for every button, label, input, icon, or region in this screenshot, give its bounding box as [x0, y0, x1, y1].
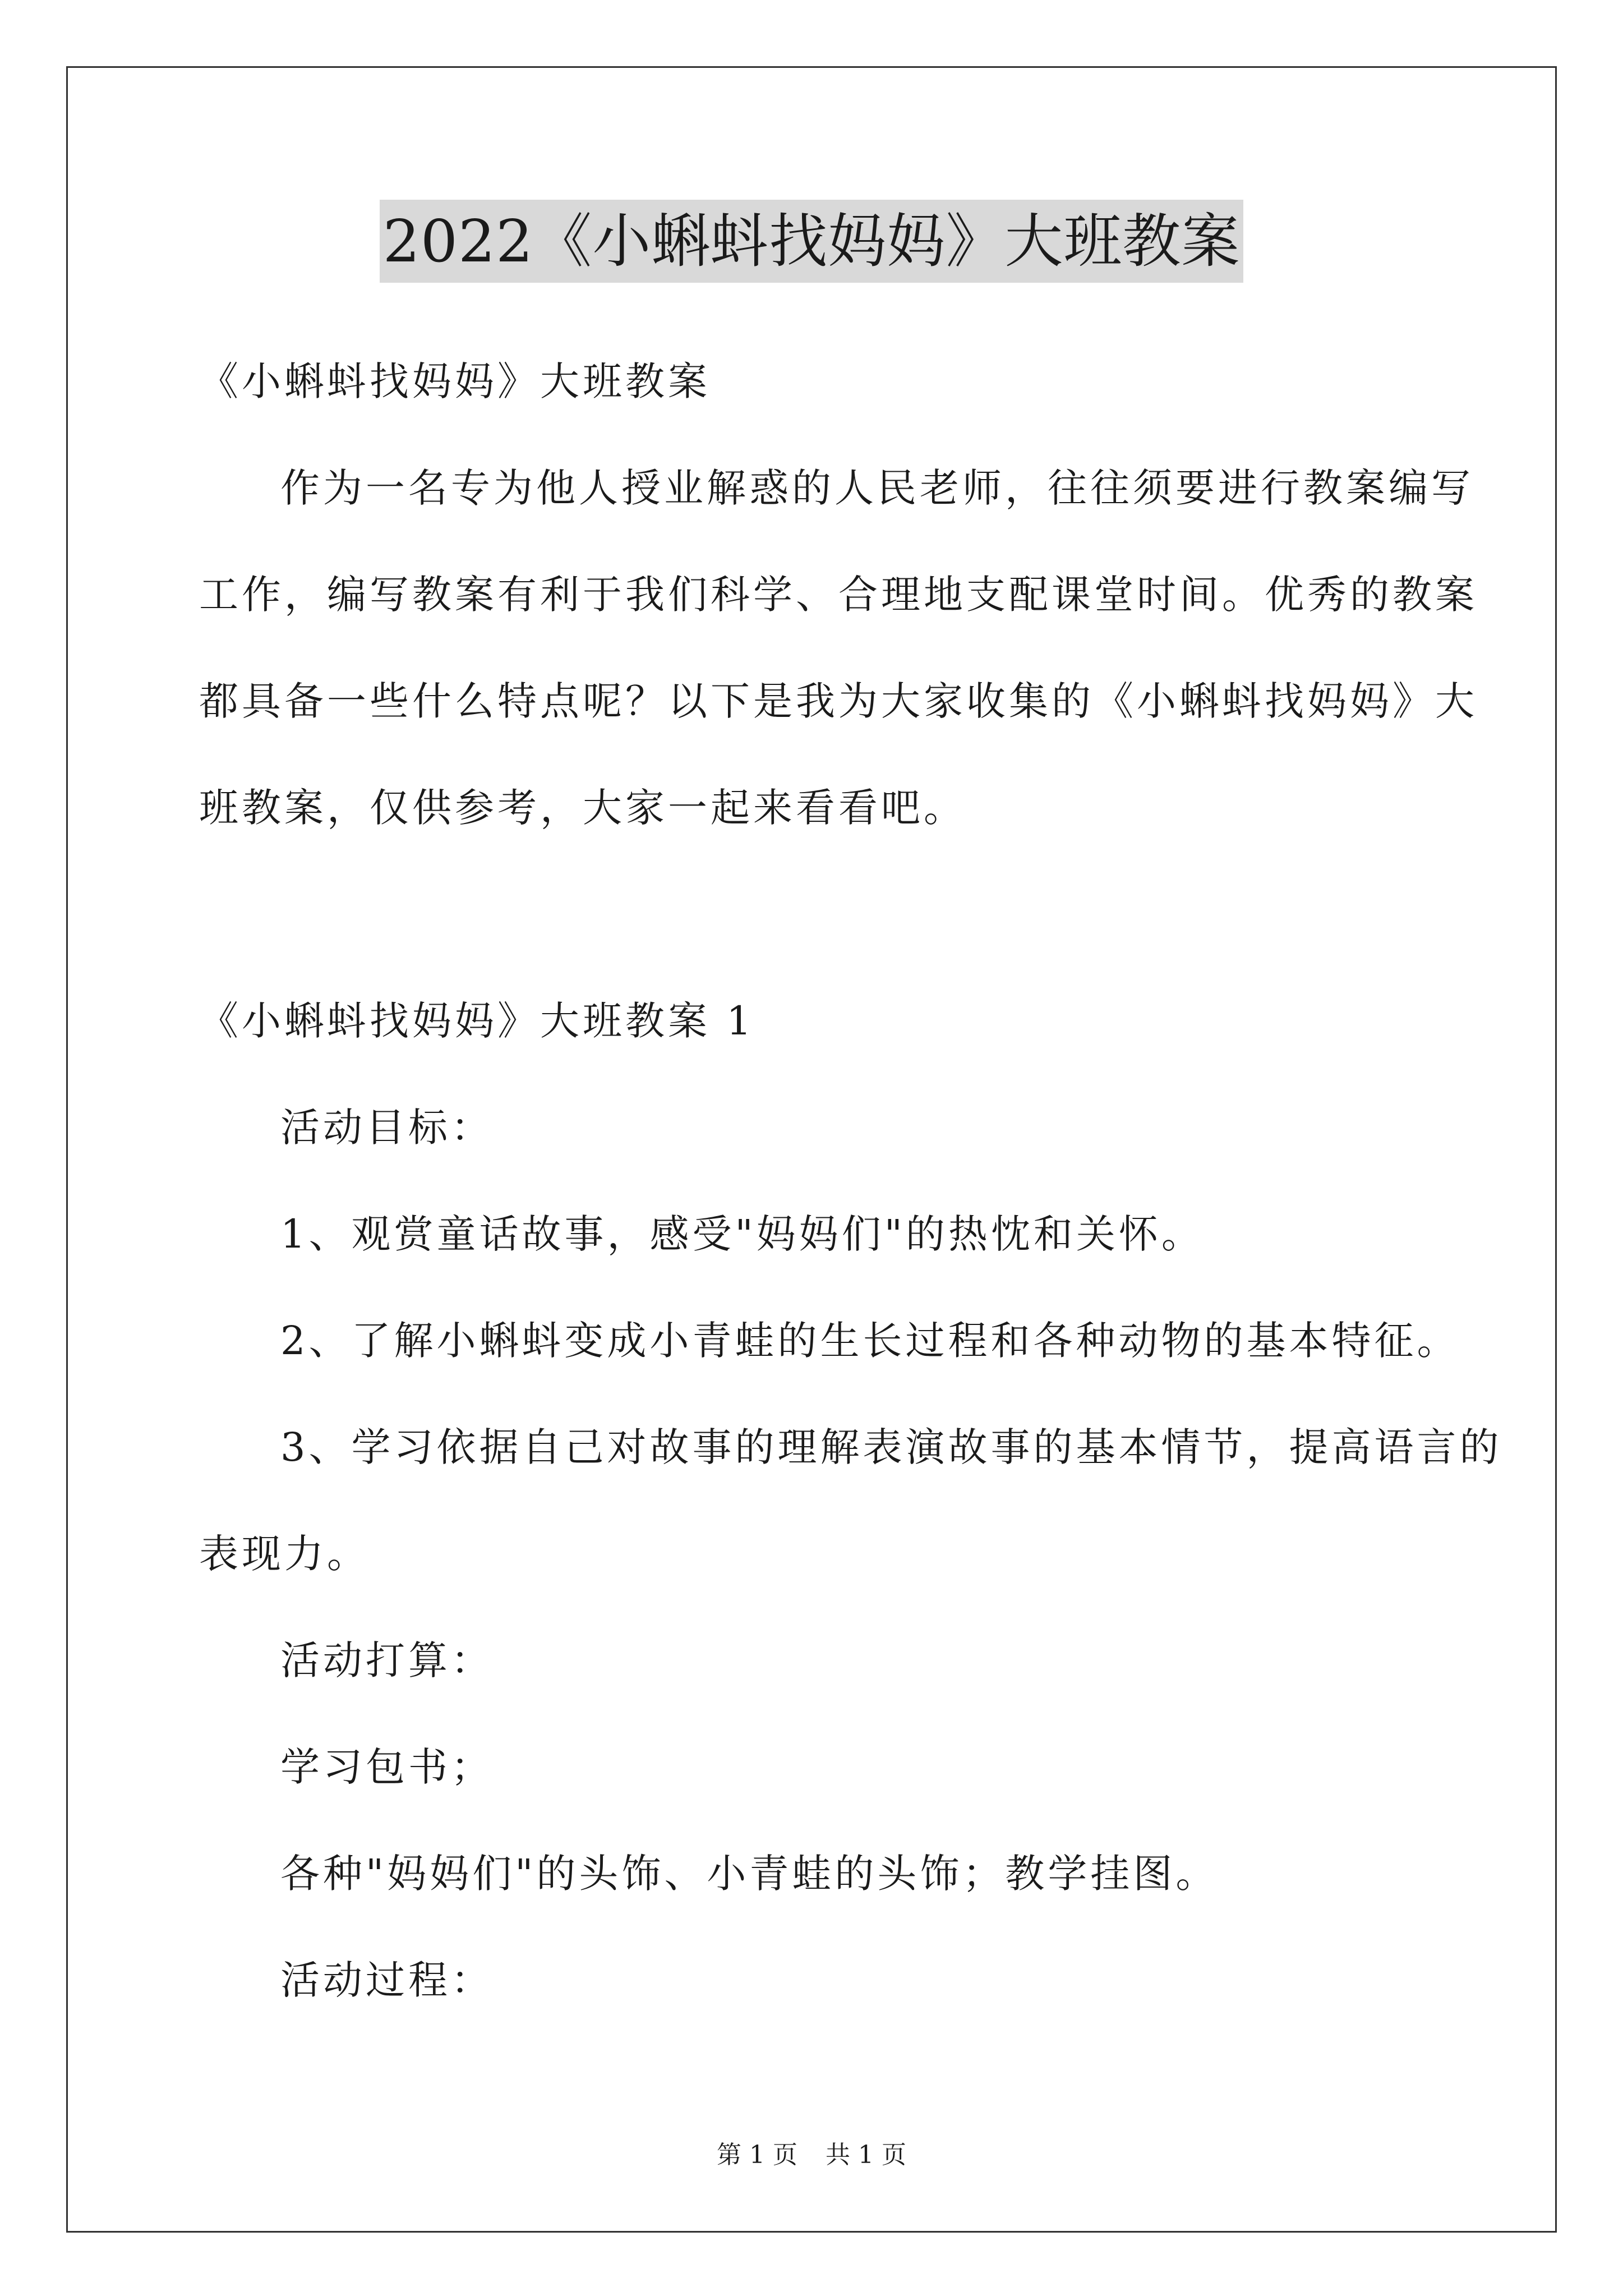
subtitle: 《小蝌蚪找妈妈》大班教案 [199, 358, 711, 404]
intro-line-2: 工作，编写教案有利于我们科学、合理地支配课堂时间。优秀的教案 [199, 572, 1478, 618]
goals-heading: 活动目标： [280, 1105, 494, 1151]
section-heading: 《小蝌蚪找妈妈》大班教案 1 [199, 998, 755, 1044]
goal-2: 2、了解小蝌蚪变成小青蛙的生长过程和各种动物的基本特征。 [280, 1318, 1460, 1364]
intro-line-3: 都具备一些什么特点呢？以下是我为大家收集的《小蝌蚪找妈妈》大 [199, 678, 1478, 724]
page-number-total: 共 1 页 [826, 2141, 906, 2169]
intro-line-4: 班教案，仅供参考，大家一起来看看吧。 [199, 785, 966, 831]
document-title: 2022《小蝌蚪找妈妈》大班教案 [380, 200, 1244, 283]
title-container [0, 200, 1623, 283]
goal-3-line-2: 表现力。 [199, 1531, 370, 1577]
intro-line-1: 作为一名专为他人授业解惑的人民老师，往往须要进行教案编写 [280, 465, 1474, 511]
page-number-current: 第 1 页 [717, 2141, 797, 2169]
prep-item-2: 各种"妈妈们"的头饰、小青蛙的头饰；教学挂图。 [280, 1851, 1219, 1897]
goal-1: 1、观赏童话故事，感受"妈妈们"的热忱和关怀。 [280, 1211, 1204, 1257]
prep-item-1: 学习包书； [280, 1744, 494, 1790]
process-heading: 活动过程： [280, 1957, 494, 2003]
page-footer [0, 2138, 1623, 2172]
prep-heading: 活动打算： [280, 1637, 494, 1683]
goal-3-line-1: 3、学习依据自己对故事的理解表演故事的基本情节，提高语言的 [280, 1424, 1502, 1470]
